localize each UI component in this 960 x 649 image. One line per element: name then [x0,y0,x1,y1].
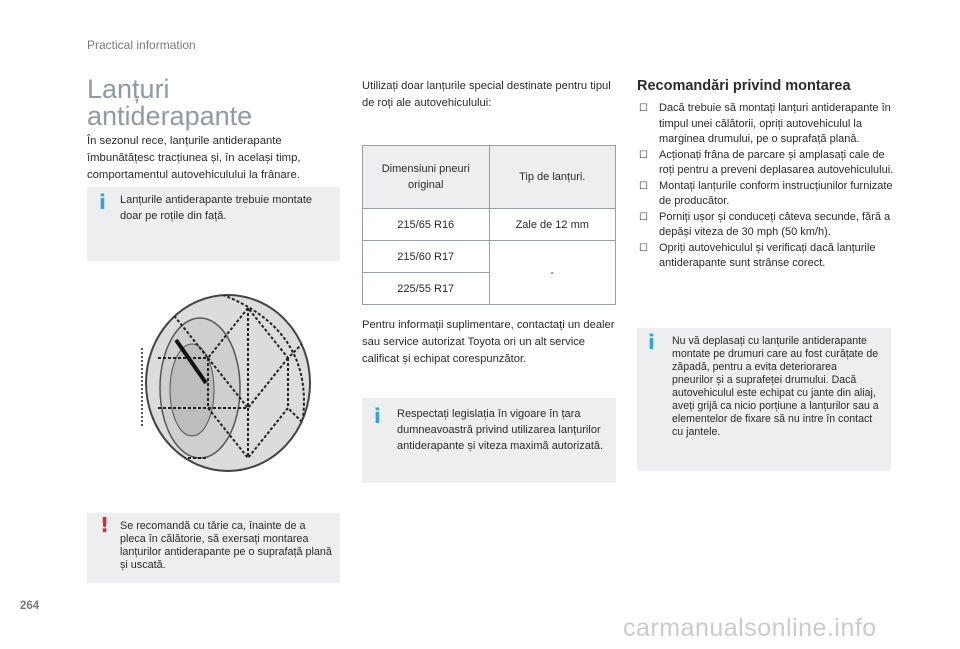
table-row [363,209,616,241]
table-cell: 215/60 R17 [363,241,490,273]
list-item [637,210,897,241]
list-item [637,179,897,210]
warning-icon: ! [100,513,110,537]
intro-paragraph: În sezonul rece, lanțurile antiderapante îmbunătățesc tracțiunea și, în același timp, comportamentul autovehiculului la frânare. [87,135,301,181]
section-title-recommendations: Recomandări privind montarea [637,78,851,94]
info-box-text: Lanțurile antiderapante trebuie montate doar pe roțile din față. [120,194,313,222]
table-cell: Zale de 12 mm [489,209,616,241]
page-title: Lanțuri antiderapante [87,74,253,131]
list-item-text: Opriți autovehiculul și verificați dacă lanțurile antiderapante sunt strânse corect. [659,241,876,269]
page-number: 264 [20,600,40,612]
list-item-text: Porniți ușor și conduceți câteva secunde, fără a depăși viteza de 30 mph (50 km/h). [659,210,891,238]
list-item-text: Dacă trebuie să montați lanțuri antiderapante în timpul unei călătorii, opriți autovehiculul la marginea drumului, pe o suprafață plană. [659,102,891,145]
checkbox-bullet-icon: ☐ [639,211,648,223]
section-header: Practical information [87,38,196,52]
info-box-cleared-roads [637,328,891,471]
chains-usage-paragraph: Utilizați doar lanțurile special destinate pentru tipul de roți ale autovehiculului: [362,80,611,109]
list-item [637,148,897,179]
list-item-text: Montați lanțurile conform instrucțiunilor furnizate de producător. [659,179,893,207]
chain-size-table [362,145,616,305]
table-row [363,241,616,273]
table-header-cell: Tip de lanțuri. [489,146,616,209]
warning-box-text: Se recomandă cu tărie ca, înainte de a pleca în călătorie, să exersați montarea lanțurilor antiderapante pe o suprafață plană și uscată. [120,520,332,571]
warning-box-practice [87,513,340,583]
checkbox-bullet-icon: ☐ [639,242,648,254]
checkbox-bullet-icon: ☐ [639,103,648,114]
info-box-legislation [362,398,616,483]
dealer-note-paragraph: Pentru informații suplimentare, contactați un dealer sau service autorizat Toyota ori un alt service calificat și echipat corespunzător. [362,319,615,365]
table-header-cell: Dimensiuni pneuri original [363,146,490,209]
info-box-front-wheels [87,187,340,261]
table-cell: 225/55 R17 [363,273,490,305]
list-item [637,101,897,148]
list-item-text: Acționați frâna de parcare și amplasați cale de roți pentru a preveni deplasarea autovehiculului. [659,148,894,176]
table-header-row [363,146,616,209]
tire-with-snow-chains-illustration [128,288,318,478]
table-cell: 215/65 R16 [363,209,490,241]
checkbox-bullet-icon: ☐ [639,149,648,161]
checkbox-bullet-icon: ☐ [639,180,648,192]
table-cell: - [489,241,616,305]
info-box-text: Respectați legislația în vigoare în țara dumneavoastră privind utilizarea lanțurilor antiderapante și viteza maximă autorizată. [397,408,604,452]
info-box-text: Nu vă deplasați cu lanțurile antiderapante montate pe drumuri care au fost curățate de zăpadă, pentru a evita deteriorarea pneurilor și a suprafeței drumului. Dacă autovehiculul este echipat cu jante din aliaj, aveți grijă ca nicio porțiune a lanțurilor sau a elementelor de fixare să nu intre în contact cu jantele. [672,335,879,438]
watermark-text: carmanualsonline.info [623,614,877,642]
info-icon: i [648,330,655,354]
info-icon: i [374,404,381,428]
info-icon: i [99,190,106,214]
list-item [637,241,897,272]
mounting-steps-list [637,101,897,272]
